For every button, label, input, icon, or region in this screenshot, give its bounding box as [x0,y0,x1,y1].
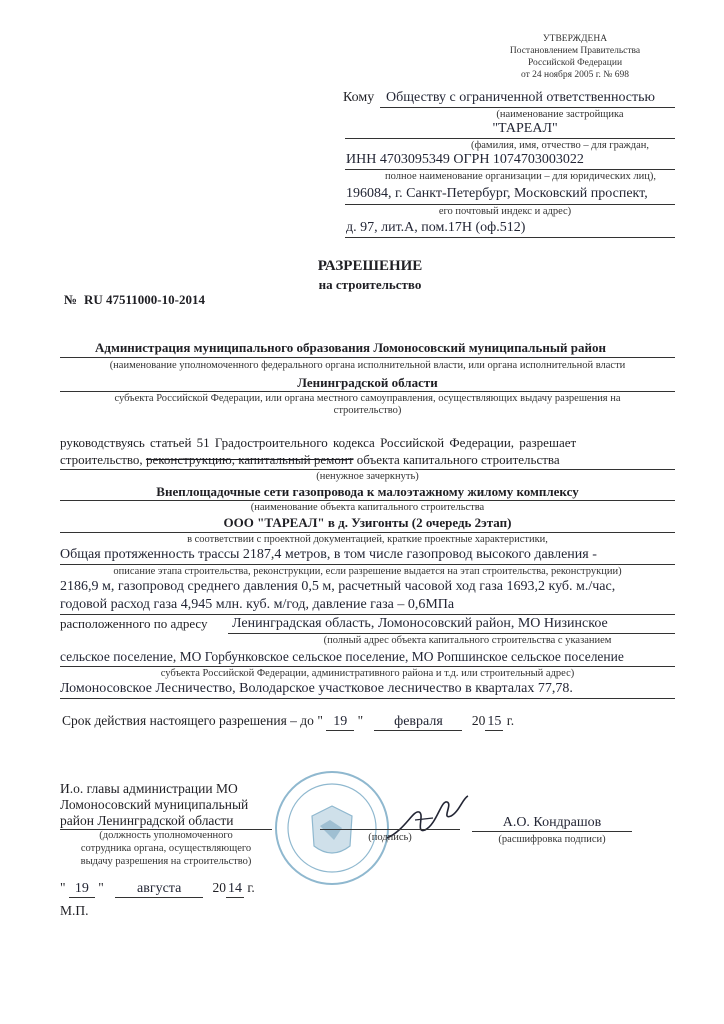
validity-day: 19 [326,714,354,731]
authority-line1: Администрация муниципального образования Ломоносовский муниципальный район [95,340,606,355]
addressee-line2: "ТАРЕАЛ" [492,121,558,136]
addressee-underline5 [345,237,675,238]
date-day: 19 [69,881,95,898]
position-hint2: сотрудника органа, осуществляющего [80,843,252,854]
located-label: расположенного по адресу [60,616,208,631]
address-hint1: (полный адрес объекта капитального строительства с указанием [323,635,612,646]
date-g: г. [247,880,255,895]
addressee-line4: 196084, г. Санкт-Петербург, Московский проспект, [346,186,648,201]
authority-underline2 [60,391,675,392]
authority-line2: Ленинградской области [297,375,438,390]
addressee-hint2: (фамилия, имя, отчество – для граждан, [470,140,650,151]
addressee-line1: Обществу с ограниченной ответственностью [386,90,655,105]
signature-underline [320,829,460,830]
document-subtitle: на строительство [318,277,422,292]
addressee-line5: д. 97, лит.А, пом.17Н (оф.512) [346,220,526,235]
object-tail: объекта капитального строительства [356,452,560,467]
date-month: августа [115,881,203,898]
stage-hint: описание этапа строительства, реконструкции, если разрешение выдается на этап строительства, реконструкции) [113,566,622,577]
object-hint: (наименование объекта капитального строительства [250,502,485,513]
position-line1: И.о. главы администрации МО [60,781,238,796]
permit-number-label: № [64,292,78,307]
date-year-suffix: 14 [228,881,243,896]
description-line1: Общая протяженность трассы 2187,4 метров, в том числе газопровод высокого давления - [60,547,597,562]
address-line2: сельское поселение, МО Горбунковское сельское поселение, МО Ропшинское сельское поселение [60,649,624,664]
strike-hint: (ненужное зачеркнуть) [316,471,419,482]
position-hint1: (должность уполномоченного [99,830,233,841]
option-reconstruction-struck: реконструкцию, капитальный ремонт [145,452,354,467]
approval-line4: от 24 ноября 2005 г. № 698 [520,70,630,80]
official-seal-stamp [272,768,392,888]
position-line3: район Ленинградской области [60,813,234,828]
addressee-underline4 [345,204,675,205]
document-title: РАЗРЕШЕНИЕ [317,258,423,274]
approval-line1: УТВЕРЖДЕНА [542,34,608,44]
name-underline [472,831,632,832]
to-label: Кому [343,90,375,105]
position-hint3: выдачу разрешения на строительство) [80,856,252,867]
options-underline [60,469,675,470]
signer-name: А.О. Кондрашов [502,815,602,830]
address-underline1 [228,633,675,634]
address-line3: Ломоносовское Лесничество, Володарское участковое лесничество в кварталах 77,78. [60,681,573,696]
validity-month: февраля [374,714,462,731]
name-hint: (расшифровка подписи) [498,834,606,845]
object-name-line1: Внеплощадочные сети газопровода к малоэтажному жилому комплексу [156,484,579,499]
address-underline3 [60,698,675,699]
description-line3: годовой расход газа 4,945 млн. куб. м/год, давление газа – 0,6МПа [60,597,455,612]
validity-row [62,713,514,731]
object-underline1 [60,500,675,501]
addressee-hint1: (наименование застройщика [496,109,624,120]
authority-hint2a: субъекта Российской Федерации, или органа местного самоуправления, осуществляющих выдачу разрешения на [114,393,621,404]
guided-text: руководствуясь статьей 51 Градостроительного кодекса Российской Федерации, разрешает [60,435,577,450]
addressee-hint4: его почтовый индекс и адрес) [438,206,572,217]
addressee-underline2 [345,138,675,139]
object-underline2 [60,532,675,533]
addressee-underline1 [380,107,675,108]
seal-place-mp: М.П. [60,903,89,918]
description-line2: 2186,9 м, газопровод среднего давления 0,5 м, расчетный часовой ход газа 1693,2 куб. м./час, [60,579,616,594]
authority-underline1 [60,357,675,358]
address-hint2: субъекта Российской Федерации, административного района и т.д. или строительный адрес) [160,668,575,679]
addressee-line3: ИНН 4703095349 ОГРН 1074703003022 [346,152,584,167]
validity-quote-close: " [357,713,364,728]
validity-g: г. [506,713,515,728]
description-underline3 [60,614,675,615]
description-underline1 [60,564,675,565]
documentation-hint: в соответствии с проектной документацией, краткие проектные характеристики, [187,534,548,545]
validity-quote-open: " [317,713,323,728]
validity-label: Срок действия настоящего разрешения – до [62,713,314,728]
approval-line2: Постановлением Правительства [509,46,641,56]
position-line2: Ломоносовский муниципальный [60,797,249,812]
validity-year-suffix: 15 [487,714,502,729]
construction-options [60,452,560,468]
address-line1: Ленинградская область, Ломоносовский район, МО Низинское [232,616,608,631]
date-quote-open: " [60,880,66,895]
issue-date-row [60,880,255,898]
permit-number: RU 47511000-10-2014 [84,292,205,307]
object-name-line2: ООО "ТАРЕАЛ" в д. Узигонты (2 очередь 2этап) [223,515,512,530]
addressee-underline3 [345,169,675,170]
validity-year-prefix: 20 [471,713,486,728]
authority-hint2b: строительство) [333,405,402,416]
date-quote-close: " [98,880,104,895]
approval-line3: Российской Федерации [527,58,623,68]
option-build: строительство, [60,452,143,467]
address-underline2 [60,666,675,667]
authority-hint1: (наименование уполномоченного федерального органа исполнительной власти, или органа исполнительной власти [109,360,626,371]
signature-hint: (подпись) [368,832,412,843]
addressee-hint3: полное наименование организации – для юридических лиц), [385,171,656,182]
date-year-prefix: 20 [212,880,227,895]
